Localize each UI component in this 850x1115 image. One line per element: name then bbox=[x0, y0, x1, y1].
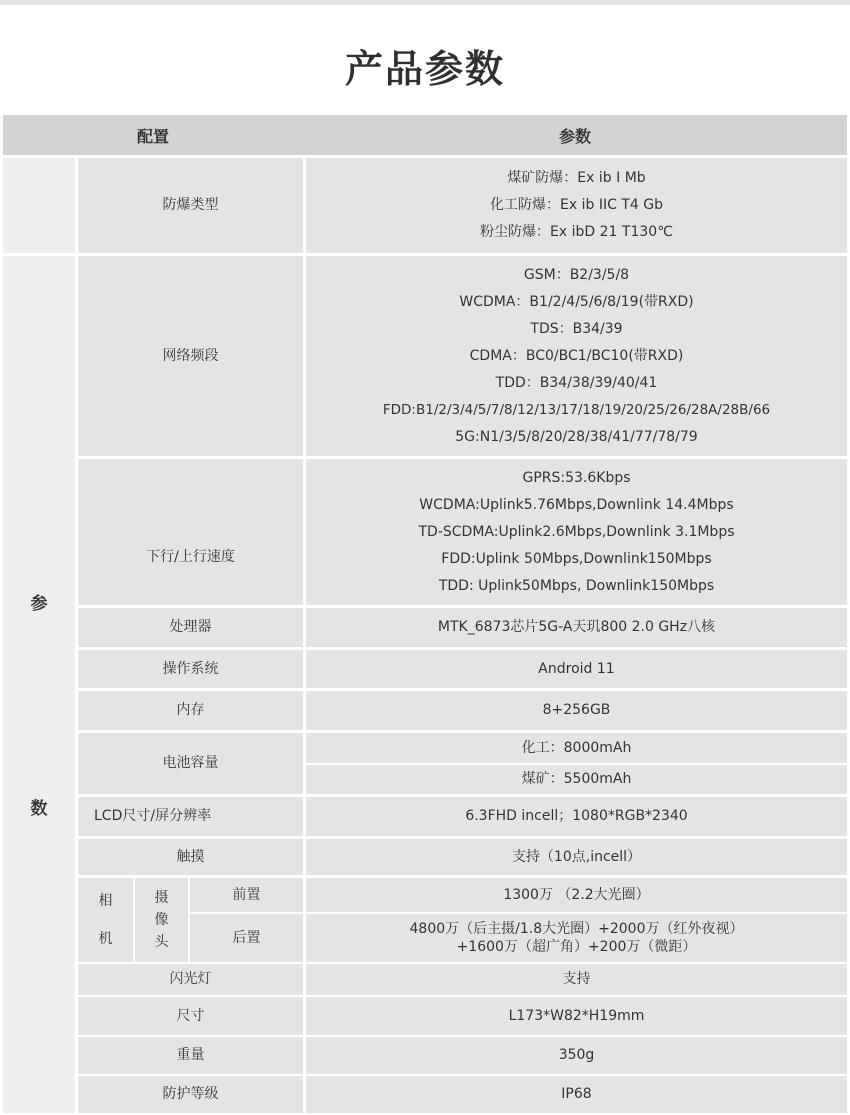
label-char: 像 bbox=[154, 912, 169, 928]
value-line: 4800万（后主摄/1.8大光圈）+2000万（红外夜视） bbox=[409, 921, 744, 937]
page-title: 产品参数 bbox=[344, 47, 505, 91]
value-camera-front: 1300万 （2.2大光圈） bbox=[306, 878, 847, 912]
label-char: 相 bbox=[98, 893, 113, 909]
value-line: FDD:Uplink 50Mbps,Downlink150Mbps bbox=[441, 550, 712, 567]
value-lcd: 6.3FHD incell；1080*RGB*2340 bbox=[306, 797, 847, 836]
label-camera-a bbox=[78, 878, 133, 962]
value-battery-chemical: 化工：8000mAh bbox=[306, 733, 847, 763]
value-line: 煤矿防爆：Ex ib I Mb bbox=[507, 170, 646, 186]
value-protection: IP68 bbox=[306, 1076, 847, 1113]
label-bands: 网络频段 bbox=[78, 256, 303, 456]
value-line: 化工防爆：Ex ib IIC T4 Gb bbox=[490, 197, 663, 213]
label-cpu: 处理器 bbox=[78, 608, 303, 647]
top-divider-bar bbox=[0, 0, 850, 5]
value-line: FDD:B1/2/3/4/5/7/8/12/13/17/18/19/20/25/26/28A/28B/66 bbox=[382, 401, 771, 418]
side-label-bottom: 数 bbox=[30, 799, 48, 819]
label-size: 尺寸 bbox=[78, 997, 303, 1035]
header-config: 配置 bbox=[3, 115, 303, 155]
value-line: GPRS:53.6Kbps bbox=[522, 469, 631, 486]
value-camera-rear bbox=[306, 914, 847, 962]
label-battery: 电池容量 bbox=[78, 733, 303, 794]
label-char: 机 bbox=[98, 931, 113, 947]
value-line: 粉尘防爆：Ex ibD 21 T130℃ bbox=[480, 224, 673, 240]
value-weight: 350g bbox=[306, 1037, 847, 1074]
value-line: CDMA：BC0/BC1/BC10(带RXD) bbox=[469, 347, 684, 364]
header-params: 参数 bbox=[303, 115, 847, 155]
value-explosion bbox=[306, 158, 847, 253]
value-bands bbox=[306, 256, 847, 456]
value-line: WCDMA：B1/2/4/5/6/8/19(带RXD) bbox=[459, 293, 694, 310]
label-speed: 下行/上行速度 bbox=[78, 459, 303, 605]
value-line: GSM：B2/3/5/8 bbox=[523, 266, 630, 283]
side-label-top: 参 bbox=[30, 594, 48, 614]
label-char: 摄 bbox=[154, 890, 169, 906]
value-memory: 8+256GB bbox=[306, 691, 847, 730]
value-line: +1600万（超广角）+200万（微距） bbox=[456, 939, 697, 955]
value-line: TDD: Uplink50Mbps, Downlink150Mbps bbox=[438, 577, 715, 594]
label-lcd: LCD尺寸/屏分辨率 bbox=[78, 797, 303, 836]
label-protection: 防护等级 bbox=[78, 1076, 303, 1113]
label-camera-front: 前置 bbox=[190, 878, 303, 912]
label-camera-b bbox=[135, 878, 188, 962]
label-char: 头 bbox=[154, 934, 169, 950]
label-camera-rear: 后置 bbox=[190, 914, 303, 962]
value-os: Android 11 bbox=[306, 650, 847, 688]
value-battery-mine: 煤矿：5500mAh bbox=[306, 765, 847, 794]
label-os: 操作系统 bbox=[78, 650, 303, 688]
label-touch: 触摸 bbox=[78, 839, 303, 875]
value-line: 5G:N1/3/5/8/20/28/38/41/77/78/79 bbox=[455, 428, 698, 445]
value-line: WCDMA:Uplink5.76Mbps,Downlink 14.4Mbps bbox=[419, 496, 734, 513]
value-line: TDS：B34/39 bbox=[530, 320, 623, 337]
value-line: TD-SCDMA:Uplink2.6Mbps,Downlink 3.1Mbps bbox=[418, 523, 735, 540]
side-cell-blank bbox=[3, 158, 75, 253]
value-cpu: MTK_6873芯片5G-A天玑800 2.0 GHz八核 bbox=[306, 608, 847, 647]
value-touch: 支持（10点,incell） bbox=[306, 839, 847, 875]
value-line: TDD：B34/38/39/40/41 bbox=[495, 374, 658, 391]
label-weight: 重量 bbox=[78, 1037, 303, 1074]
side-label bbox=[3, 256, 75, 1113]
value-speed bbox=[306, 459, 847, 605]
value-flash: 支持 bbox=[306, 964, 847, 995]
value-size: L173*W82*H19mm bbox=[306, 997, 847, 1035]
label-explosion: 防爆类型 bbox=[78, 158, 303, 253]
label-flash: 闪光灯 bbox=[78, 964, 303, 995]
label-memory: 内存 bbox=[78, 691, 303, 730]
